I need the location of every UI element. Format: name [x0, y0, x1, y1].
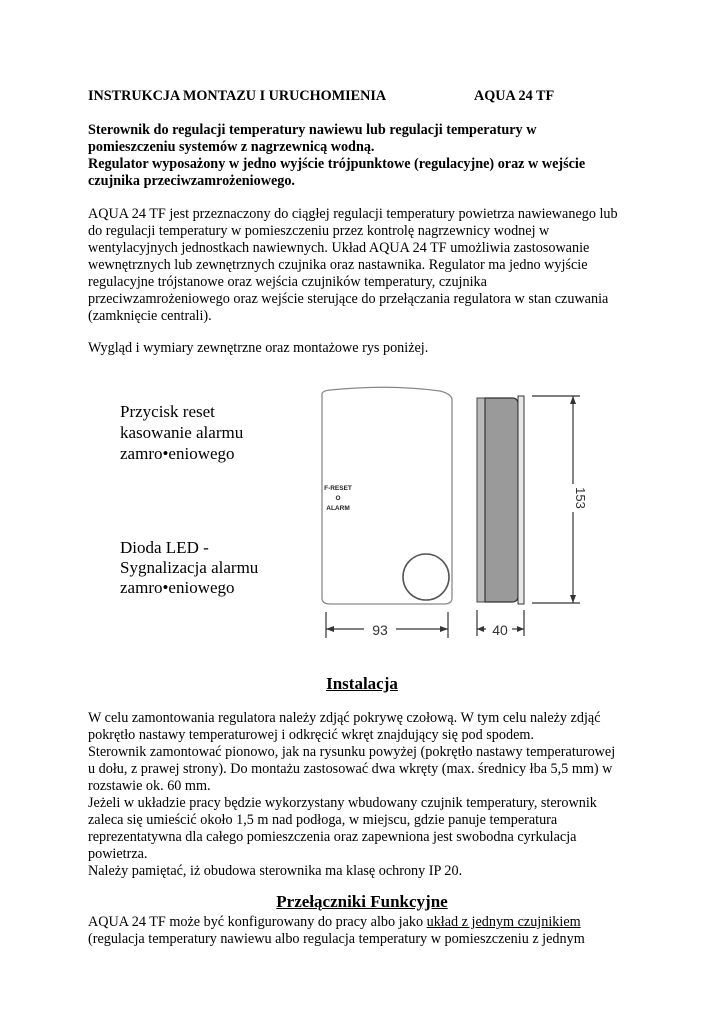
description-line: przeciwzamrożeniowego oraz wejście sterujące do przełączania regulatora w stan czuwania: [88, 291, 609, 307]
reset-caption-line: zamro•eniowego: [120, 444, 235, 463]
side-view-backplate: [477, 398, 485, 602]
installation-heading: Instalacja: [326, 674, 398, 693]
description-line: do regulacji temperatury w pomieszczeniu przez kontrolę nagrzewnicy wodnej w: [88, 223, 550, 239]
dim-arrow: [517, 626, 524, 632]
intro-line: czujnika przeciwzamrożeniowego.: [88, 173, 295, 189]
dim-arrow: [440, 626, 448, 632]
description-line: wewnętrznych lub zewnętrznych czujnika oraz nastawnika. Regulator ma jedno wyjście: [88, 257, 588, 273]
installation-line: W celu zamontowania regulatora należy zdjąć pokrywę czołową. W tym celu należy zdjąć: [88, 710, 601, 726]
width-dimension: 93: [372, 622, 388, 638]
height-dimension: 153: [573, 487, 588, 509]
installation-line: powietrza.: [88, 846, 148, 862]
dim-arrow: [326, 626, 334, 632]
description-line: AQUA 24 TF jest przeznaczony do ciągłej regulacji temperatury powietrza nawiewanego lub: [88, 206, 618, 222]
installation-line: Należy pamiętać, iż obudowa sterownika ma klasę ochrony IP 20.: [88, 863, 463, 879]
figure-intro: Wygląd i wymiary zewnętrzne oraz montażowe rys poniżej.: [88, 340, 429, 356]
side-view-front: [518, 396, 524, 604]
led-caption-line: Dioda LED -: [120, 538, 209, 557]
switches-line: [88, 914, 648, 931]
reset-caption-line: Przycisk reset: [120, 402, 215, 421]
alarm-marking: ALARM: [326, 505, 350, 512]
description-line: (zamknięcie centrali).: [88, 308, 212, 324]
installation-line: rozstawie ok. 60 mm.: [88, 778, 211, 794]
led-marking: O: [335, 495, 341, 502]
installation-line: zaleca się umieścić około 1,5 m nad podłoga, w miejscu, gdzie panuje temperatura: [88, 812, 558, 828]
switches-heading: Przełączniki Funkcyjne: [276, 892, 448, 911]
intro-line: pomieszczeniu systemów z nagrzewnicą wodną.: [88, 139, 375, 155]
intro-line: Sterownik do regulacji temperatury nawiewu lub regulacji temperatury w: [88, 122, 537, 138]
description-line: wentylacyjnych jednostkach nawiewnych. Układ AQUA 24 TF umożliwia zastosowanie: [88, 240, 590, 256]
installation-line: Sterownik zamontować pionowo, jak na rysunku powyżej (pokrętło nastawy temperaturowej: [88, 744, 616, 760]
depth-dimension: 40: [492, 622, 508, 638]
single-sensor-mode-term: układ z jednym czujnikiem: [426, 914, 581, 930]
installation-line: u dołu, z prawej strony). Do montażu zastosować dwa wkręty (max. średnicy łba 5,5 mm) w: [88, 761, 613, 777]
installation-line: Jeżeli w układzie pracy będzie wykorzystany wbudowany czujnik temperatury, sterownik: [88, 795, 597, 811]
document-title: INSTRUKCJA MONTAZU I URUCHOMIENIA: [88, 88, 387, 104]
dim-arrow: [570, 396, 576, 404]
switches-line-text: AQUA 24 TF może być konfigurowany do pracy albo jako: [88, 914, 427, 930]
setpoint-knob: [403, 554, 449, 600]
side-view-body: [485, 398, 518, 602]
dim-arrow: [570, 595, 576, 603]
reset-marking: F-RESET: [324, 485, 352, 492]
led-caption-line: zamro•eniowego: [120, 578, 235, 597]
reset-caption-line: kasowanie alarmu: [120, 423, 244, 442]
intro-line: Regulator wyposażony w jedno wyjście trójpunktowe (regulacyjne) oraz w wejście: [88, 156, 586, 172]
installation-line: reprezentatywna dla całego pomieszczenia oraz zapewniona jest swobodna cyrkulacja: [88, 829, 577, 845]
dim-arrow: [477, 626, 484, 632]
led-caption-line: Sygnalizacja alarmu: [120, 558, 259, 577]
description-line: regulacyjne trójstanowe oraz wejścia czujników temperatury, czujnika: [88, 274, 487, 290]
installation-line: pokrętło nastawy temperaturowej i odkręcić wkręt znajdujący się pod spodem.: [88, 727, 534, 743]
model-name: AQUA 24 TF: [474, 88, 555, 104]
switches-line: (regulacja temperatury nawiewu albo regulacja temperatury w pomieszczeniu z jednym: [88, 931, 585, 947]
